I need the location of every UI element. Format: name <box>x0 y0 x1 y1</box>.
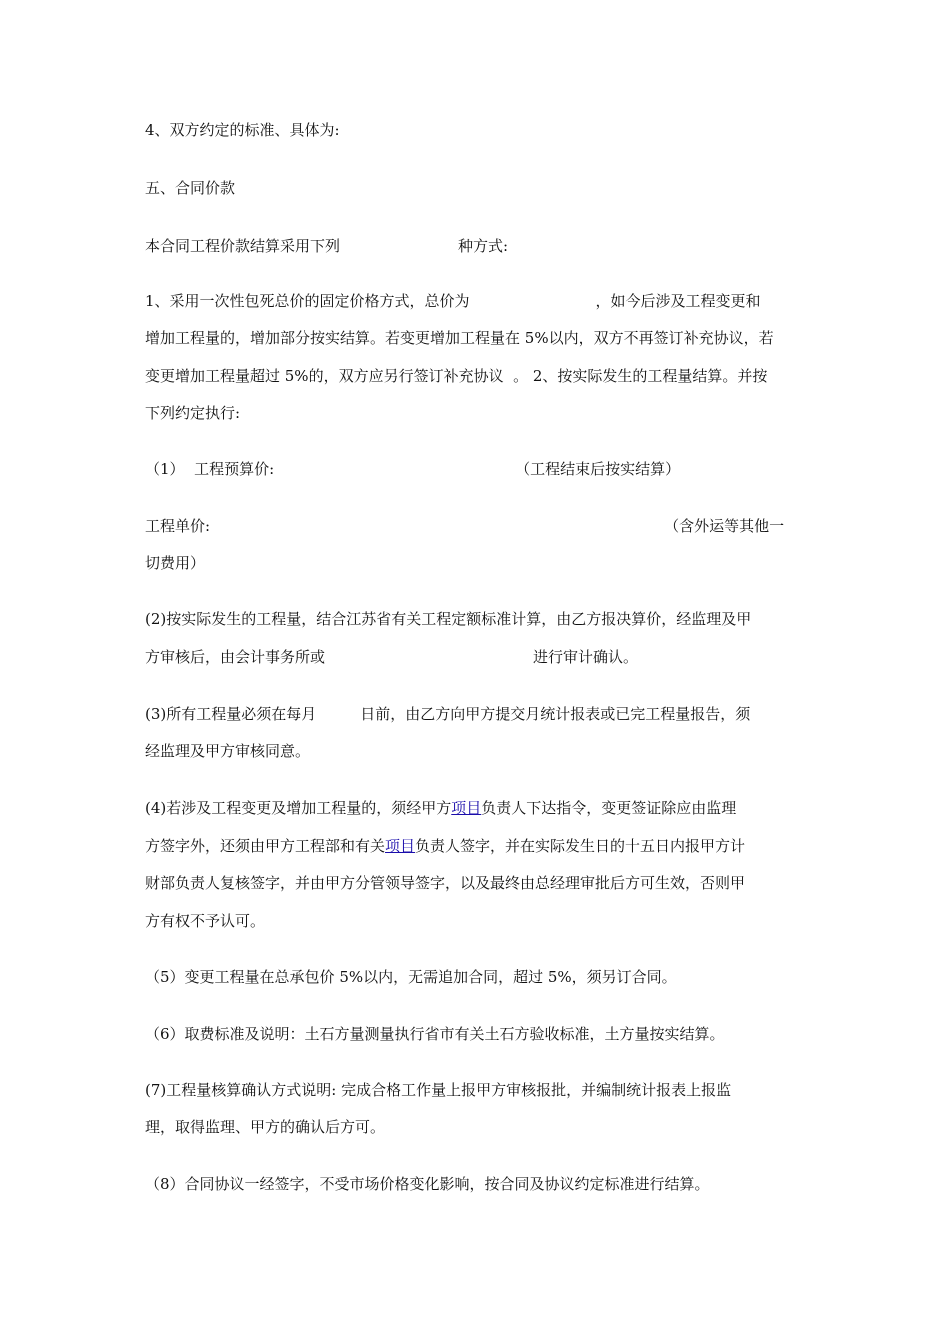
budget-price-note: （工程结束后按实结算） <box>515 460 681 478</box>
project-link-2[interactable]: 项目 <box>385 837 416 855</box>
clause-4-standard: 4、双方约定的标准、具体为: <box>145 121 340 139</box>
clause-4-line-2 <box>145 836 745 856</box>
clause-8: （8）合同协议一经签字，不受市场价格变化影响，按合同及协议约定标准进行结算。 <box>145 1175 710 1193</box>
section-heading-contract-price: 五、合同价款 <box>145 179 236 197</box>
clause-4-text-b: 负责人下达指令，变更签证除应由监理 <box>481 799 737 817</box>
clause-3-line-2: 经监理及甲方审核同意。 <box>145 742 311 760</box>
clause-4-line-3: 财部负责人复核签字，并由甲方分管领导签字，以及最终由总经理审批后方可生效，否则甲 <box>145 874 746 892</box>
paragraph-fixed-price-line-2: 增加工程量的，增加部分按实结算。若变更增加工程量在 5%以内，双方不再签订补充协议，若 <box>145 329 774 347</box>
clause-7-line-2: 理，取得监理、甲方的确认后方可。 <box>145 1118 386 1136</box>
clause-4-line-1 <box>145 798 736 818</box>
paragraph-fixed-price-line-3: 变更增加工程量超过 5%的，双方应另行签订补充协议 。 2、按实际发生的工程量结算。并按 <box>145 367 768 385</box>
clause-3-text-b: 日前，由乙方向甲方提交月统计报表或已完工程量报告，须 <box>360 705 751 723</box>
clause-2-line-1: (2)按实际发生的工程量，结合江苏省有关工程定额标准计算，由乙方报决算价，经监理及甲 <box>145 610 752 628</box>
settlement-method-text: 本合同工程价款结算采用下列 <box>145 237 341 255</box>
fixed-price-text-b: ，如今后涉及工程变更和 <box>595 292 761 310</box>
clause-7-line-1: (7)工程量核算确认方式说明: 完成合格工作量上报甲方审核报批，并编制统计报表上报监 <box>145 1081 732 1099</box>
paragraph-fixed-price-line-4: 下列约定执行: <box>145 404 241 422</box>
clause-4-text-d: 负责人签字，并在实际发生日的十五日内报甲方计 <box>415 837 746 855</box>
fixed-price-text-a: 1、采用一次性包死总价的固定价格方式，总价为 <box>145 292 470 310</box>
clause-3-line-1 <box>145 704 750 724</box>
clause-6: （6）取费标准及说明：土石方量测量执行省市有关土石方验收标准，土方量按实结算。 <box>145 1025 725 1043</box>
budget-price-line <box>145 459 680 479</box>
clause-3-text-a: (3)所有工程量必须在每月 <box>145 705 317 723</box>
budget-price-label: （1） 工程预算价: <box>145 460 275 478</box>
clause-2-text-b: 进行审计确认。 <box>533 648 639 666</box>
unit-price-line <box>145 516 784 536</box>
unit-price-line-2: 切费用） <box>145 554 206 572</box>
project-link-1[interactable]: 项目 <box>451 799 482 817</box>
clause-5: （5）变更工程量在总承包价 5%以内，无需追加合同，超过 5%，须另订合同。 <box>145 968 677 986</box>
clause-4-text-c: 方签字外，还须由甲方工程部和有关 <box>145 837 386 855</box>
unit-price-label: 工程单价: <box>145 517 211 535</box>
unit-price-note: （含外运等其他一 <box>664 517 785 535</box>
clause-4-line-4: 方有权不予认可。 <box>145 912 266 930</box>
paragraph-fixed-price-line-1 <box>145 291 761 311</box>
settlement-method-line <box>145 236 508 256</box>
settlement-method-suffix: 种方式: <box>458 237 509 255</box>
clause-2-line-2 <box>145 647 638 667</box>
clause-2-text-a: 方审核后，由会计事务所或 <box>145 648 326 666</box>
clause-4-text-a: (4)若涉及工程变更及增加工程量的，须经甲方 <box>145 799 452 817</box>
